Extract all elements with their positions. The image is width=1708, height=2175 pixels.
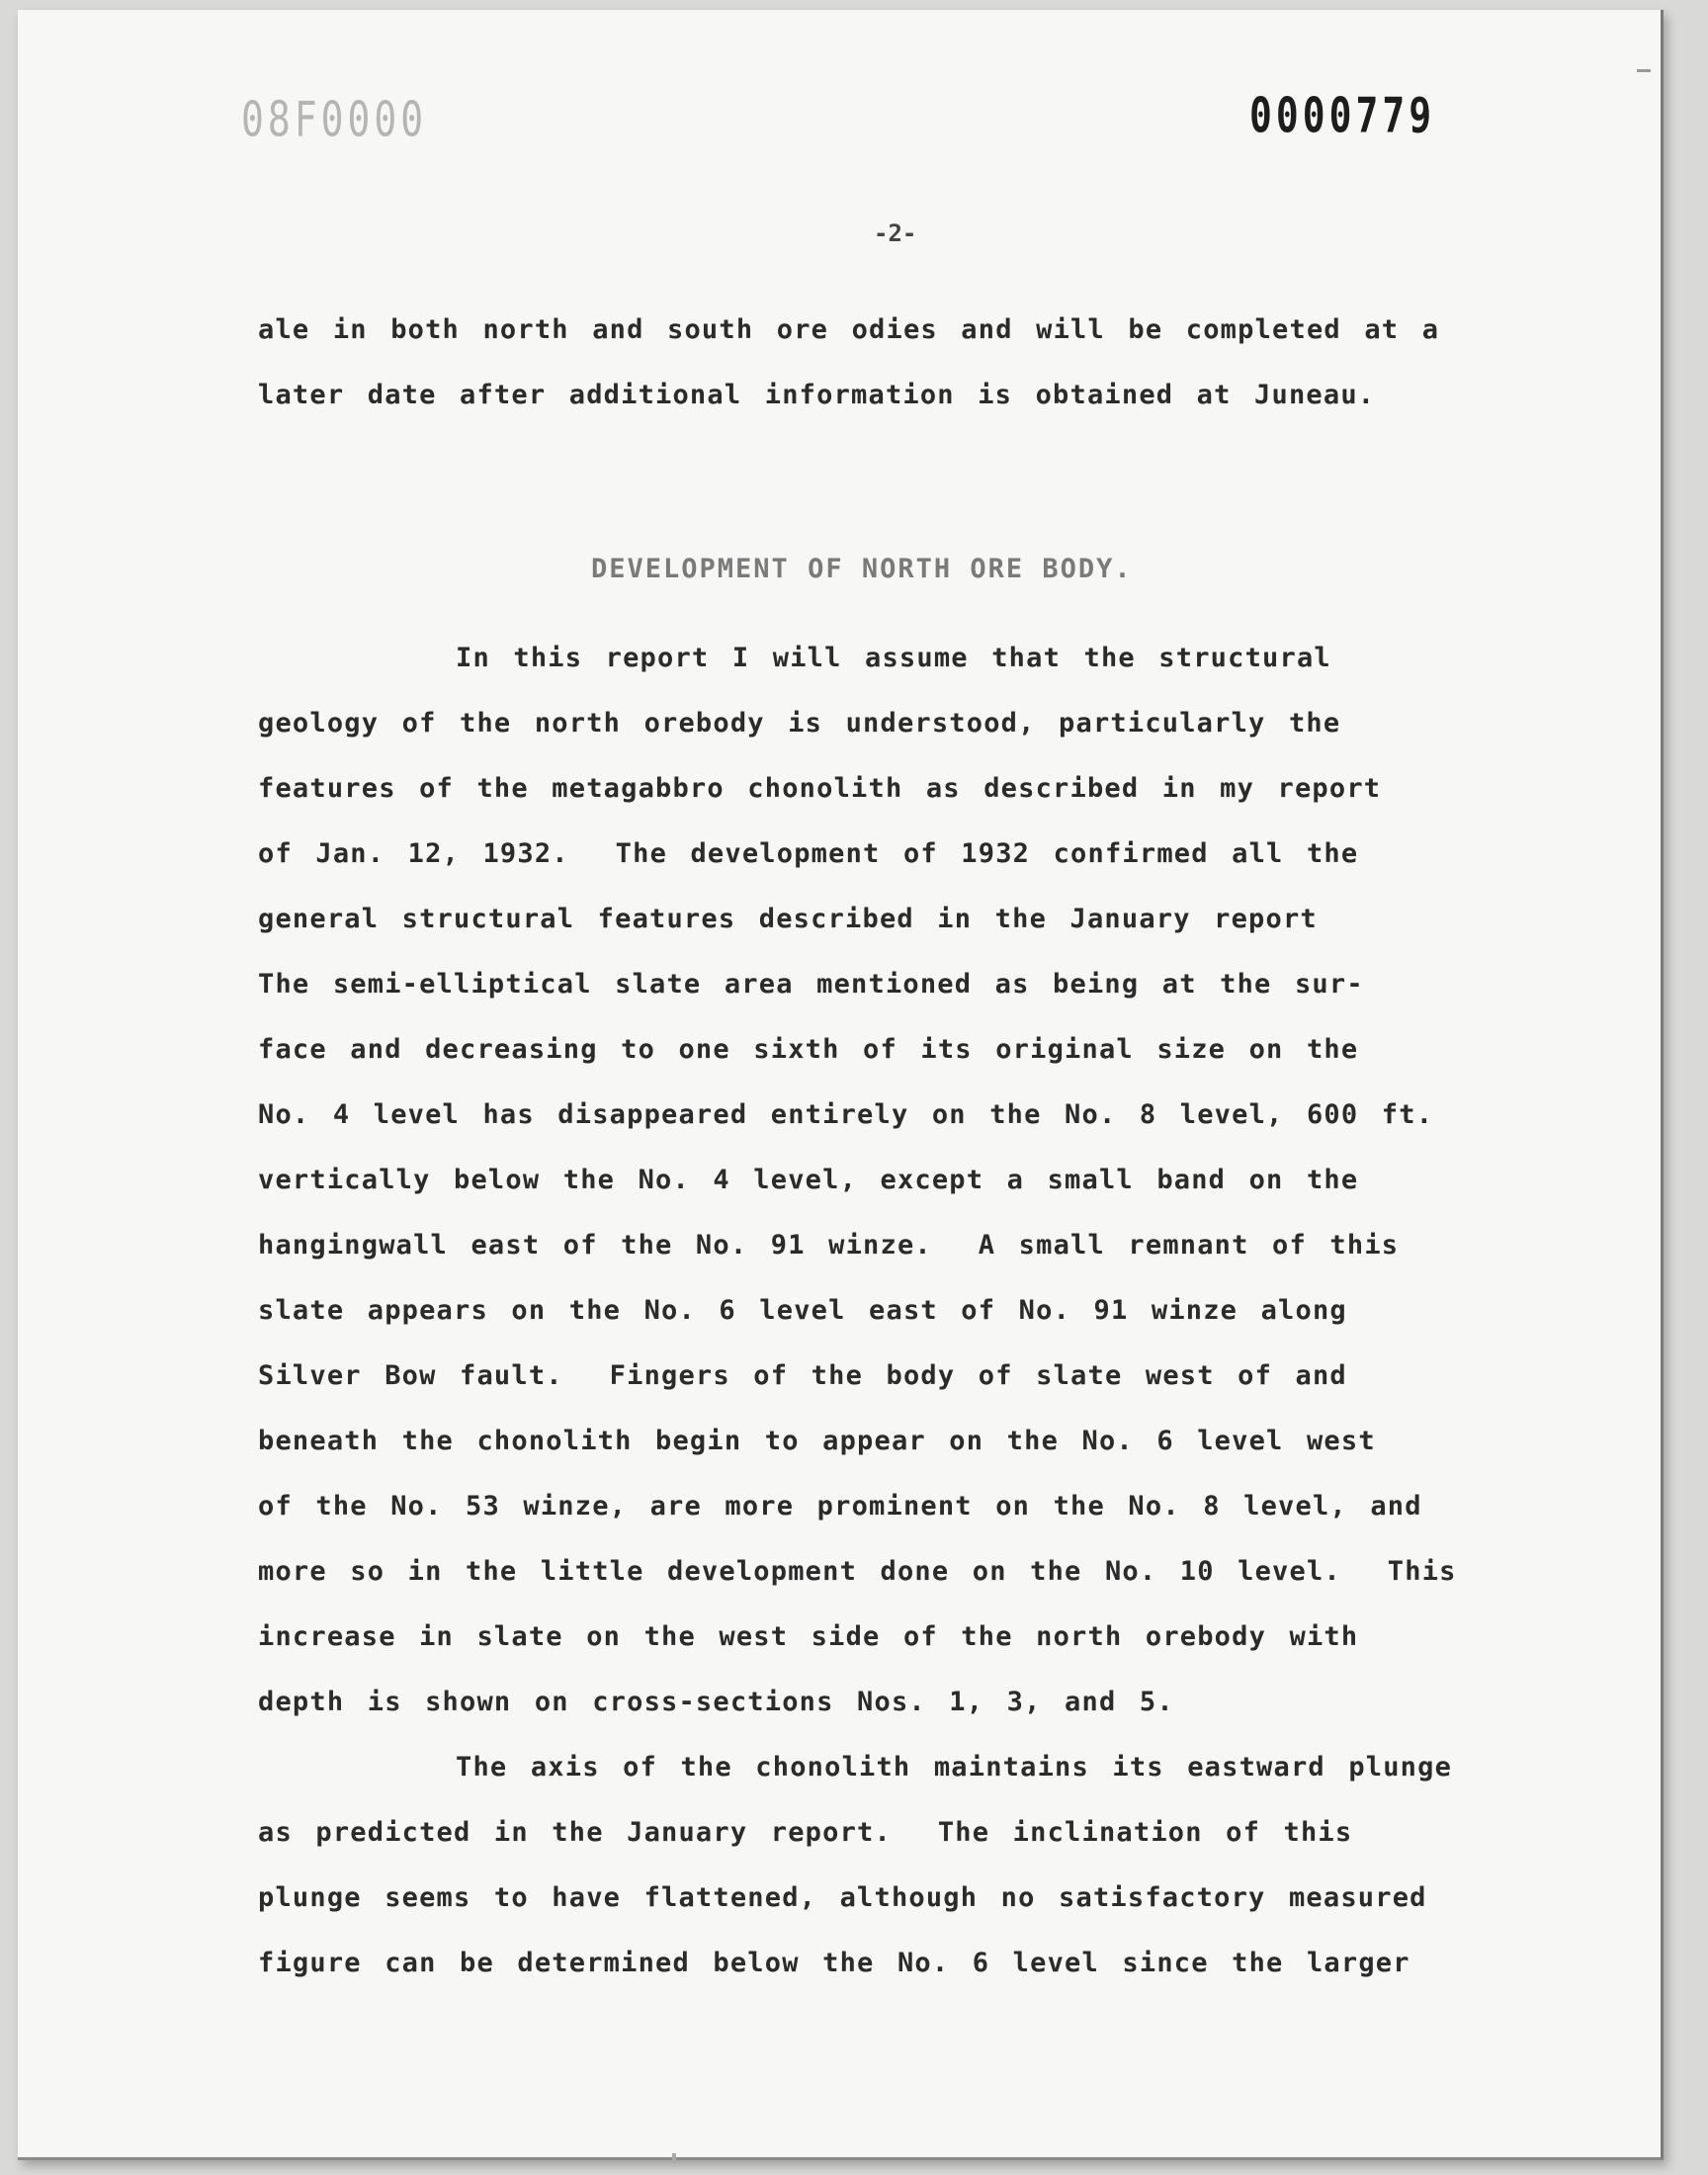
text-line-6: of Jan. 12, 1932. The development of 1932 confirmed all the bbox=[258, 838, 1359, 869]
text-line-22: plunge seems to have flattened, although no satisfactory measured bbox=[258, 1882, 1427, 1913]
page-number: -2- bbox=[874, 219, 917, 247]
text-line-7: general structural features described in the January report bbox=[258, 904, 1318, 934]
text-line-20: The axis of the chonolith maintains its eastward plunge bbox=[456, 1752, 1453, 1783]
text-line-9: face and decreasing to one sixth of its original size on the bbox=[258, 1034, 1359, 1065]
faint-stamp-number: 08F0000 bbox=[241, 91, 428, 148]
text-line-13: slate appears on the No. 6 level east of No. 91 winze along bbox=[258, 1295, 1347, 1326]
text-line-21: as predicted in the January report. The inclination of this bbox=[258, 1817, 1353, 1848]
text-line-16: of the No. 53 winze, are more prominent on the No. 8 level, and bbox=[258, 1491, 1422, 1522]
page-fold-mark bbox=[1637, 69, 1651, 72]
text-line-12: hangingwall east of the No. 91 winze. A small remnant of this bbox=[258, 1230, 1400, 1261]
text-line-18: increase in slate on the west side of the north orebody with bbox=[258, 1621, 1359, 1652]
text-line-14: Silver Bow fault. Fingers of the body of slate west of and bbox=[258, 1360, 1347, 1391]
text-line-10: No. 4 level has disappeared entirely on the No. 8 level, 600 ft. bbox=[258, 1099, 1434, 1130]
text-line-17: more so in the little development done on the No. 10 level. This bbox=[258, 1556, 1457, 1587]
text-line-5: features of the metagabbro chonolith as described in my report bbox=[258, 773, 1382, 804]
text-line-4: geology of the north orebody is understood, particularly the bbox=[258, 708, 1341, 739]
page-stamp-number: 0000779 bbox=[1249, 87, 1436, 144]
text-line-23: figure can be determined below the No. 6 level since the larger bbox=[258, 1948, 1410, 1978]
text-line-15: beneath the chonolith begin to appear on the No. 6 level west bbox=[258, 1426, 1376, 1456]
text-line-8: The semi-elliptical slate area mentioned as being at the sur- bbox=[258, 969, 1364, 1000]
text-line-3: In this report I will assume that the structural bbox=[456, 643, 1331, 673]
section-heading: DEVELOPMENT OF NORTH ORE BODY. bbox=[591, 554, 1133, 584]
text-line-2: later date after additional information is obtained at Juneau. bbox=[258, 380, 1376, 410]
scan-speck bbox=[672, 2153, 676, 2163]
text-line-1: ale in both north and south ore odies and will be completed at a bbox=[258, 314, 1440, 345]
text-line-19: depth is shown on cross-sections Nos. 1, 3, and 5. bbox=[258, 1687, 1174, 1717]
text-line-11: vertically below the No. 4 level, except a small band on the bbox=[258, 1165, 1359, 1195]
document-page bbox=[18, 10, 1664, 2160]
